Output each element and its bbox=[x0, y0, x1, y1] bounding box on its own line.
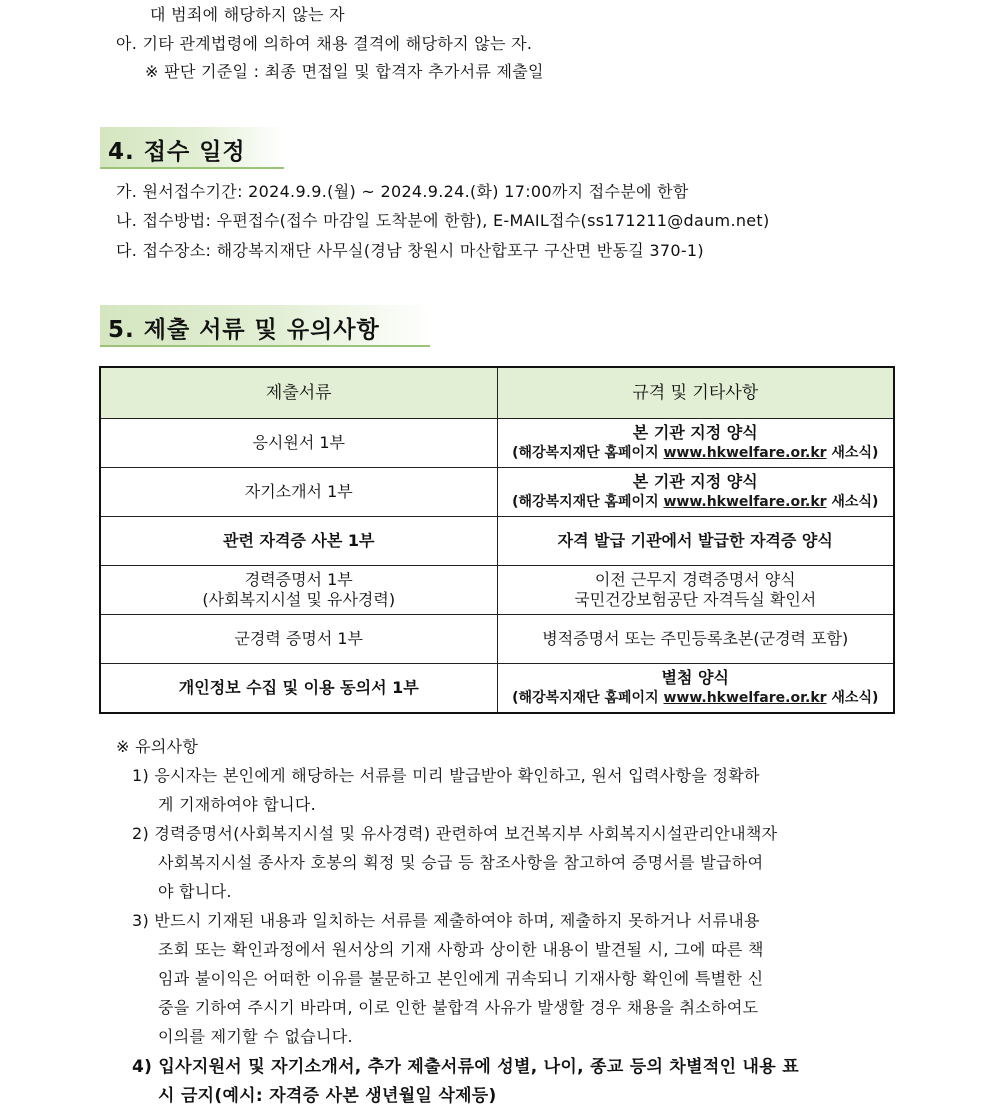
note-3-line-5: 이의를 제기할 수 없습니다. bbox=[158, 1027, 353, 1046]
documents-table bbox=[99, 366, 895, 714]
section-5-heading bbox=[100, 305, 430, 347]
note-1-line-1: 1) 응시자는 본인에게 해당하는 서류를 미리 발급받아 확인하고, 원서 입력사항을 정확하 bbox=[132, 766, 760, 785]
doc-cell: 자기소개서 1부 bbox=[100, 468, 497, 517]
schedule-item-location: 다. 접수장소: 해강복지재단 사무실(경남 창원시 마산합포구 구산면 반동길 370-1) bbox=[116, 241, 704, 260]
criteria-line-continued: 대 범죄에 해당하지 않는 자 bbox=[150, 5, 345, 24]
table-row bbox=[100, 664, 894, 714]
schedule-item-period: 가. 원서접수기간: 2024.9.9.(월) ~ 2024.9.24.(화) 17:00까지 접수분에 한함 bbox=[116, 182, 689, 201]
spec-main: 이전 근무지 경력증명서 양식 bbox=[594, 570, 796, 589]
doc-cell bbox=[100, 566, 497, 615]
spec-sub-prefix: (해강복지재단 홈페이지 bbox=[512, 690, 664, 706]
table-row bbox=[100, 468, 894, 517]
note-2-line-3: 야 합니다. bbox=[158, 882, 232, 901]
table-row bbox=[100, 566, 894, 615]
table-row bbox=[100, 615, 894, 664]
note-1-line-2: 게 기재하여야 합니다. bbox=[158, 795, 316, 814]
schedule-item-method: 나. 접수방법: 우편접수(접수 마감일 도착분에 한함), E-MAIL접수(ss171211@daum.net) bbox=[116, 211, 770, 230]
spec-main: 본 기관 지정 양식 bbox=[632, 472, 758, 491]
doc-cell: 군경력 증명서 1부 bbox=[100, 615, 497, 664]
note-3-line-1: 3) 반드시 기재된 내용과 일치하는 서류를 제출하여야 하며, 제출하지 못하거나 서류내용 bbox=[132, 911, 760, 930]
doc-cell: 관련 자격증 사본 1부 bbox=[100, 517, 497, 566]
note-2-line-1: 2) 경력증명서(사회복지시설 및 유사경력) 관련하여 보건복지부 사회복지시설관리안내책자 bbox=[132, 824, 778, 843]
spec-sub-suffix: 새소식) bbox=[826, 445, 879, 461]
spec-main: 별첨 양식 bbox=[661, 668, 729, 687]
spec-cell: 자격 발급 기관에서 발급한 자격증 양식 bbox=[497, 517, 894, 566]
criteria-item-a: 아. 기타 관계법령에 의하여 채용 결격에 해당하지 않는 자. bbox=[116, 34, 533, 53]
note-2-line-2: 사회복지시설 종사자 호봉의 획정 및 승급 등 참조사항을 참고하여 증명서를 발급하여 bbox=[158, 853, 764, 872]
table-header-row bbox=[100, 367, 894, 419]
table-row bbox=[100, 517, 894, 566]
spec-sub-suffix: 새소식) bbox=[826, 690, 879, 706]
section-5-title: 5. 제출 서류 및 유의사항 bbox=[108, 317, 380, 343]
doc-main: 경력증명서 1부 bbox=[244, 570, 353, 589]
note-3-line-2: 조회 또는 확인과정에서 원서상의 기재 사항과 상이한 내용이 발견될 시, 그에 따른 책 bbox=[158, 940, 764, 959]
homepage-link[interactable]: www.hkwelfare.or.kr bbox=[663, 690, 827, 706]
notes-title: ※ 유의사항 bbox=[116, 737, 199, 756]
spec-cell bbox=[497, 566, 894, 615]
table-row bbox=[100, 419, 894, 468]
doc-sub: (사회복지시설 및 유사경력) bbox=[202, 590, 396, 609]
note-3-line-3: 임과 불이익은 어떠한 이유를 불문하고 본인에게 귀속되니 기재사항 확인에 특별한 신 bbox=[158, 969, 764, 988]
spec-sub: 국민건강보험공단 자격득실 확인서 bbox=[574, 590, 817, 609]
homepage-link[interactable]: www.hkwelfare.or.kr bbox=[663, 494, 827, 510]
spec-sub-prefix: (해강복지재단 홈페이지 bbox=[512, 494, 664, 510]
header-specs: 규격 및 기타사항 bbox=[497, 367, 894, 419]
section-4-heading bbox=[100, 127, 284, 169]
criteria-reference-date: ※ 판단 기준일 : 최종 면접일 및 합격자 추가서류 제출일 bbox=[145, 62, 544, 81]
doc-cell: 개인정보 수집 및 이용 동의서 1부 bbox=[100, 664, 497, 714]
spec-sub bbox=[502, 492, 890, 512]
section-4-title: 4. 접수 일정 bbox=[108, 139, 246, 165]
note-4-line-2: 시 금지(예시: 자격증 사본 생년월일 삭제등) bbox=[158, 1086, 497, 1106]
doc-cell: 응시원서 1부 bbox=[100, 419, 497, 468]
spec-cell: 병적증명서 또는 주민등록초본(군경력 포함) bbox=[497, 615, 894, 664]
spec-sub bbox=[502, 443, 890, 463]
note-3-line-4: 중을 기하여 주시기 바라며, 이로 인한 불합격 사유가 발생할 경우 채용을 취소하여도 bbox=[158, 998, 759, 1017]
spec-cell bbox=[497, 468, 894, 517]
note-4-line-1: 4) 입사지원서 및 자기소개서, 추가 제출서류에 성별, 나이, 종교 등의 차별적인 내용 표 bbox=[132, 1057, 799, 1077]
spec-main: 본 기관 지정 양식 bbox=[632, 423, 758, 442]
spec-cell bbox=[497, 419, 894, 468]
homepage-link[interactable]: www.hkwelfare.or.kr bbox=[663, 445, 827, 461]
spec-sub-prefix: (해강복지재단 홈페이지 bbox=[512, 445, 664, 461]
header-documents: 제출서류 bbox=[100, 367, 497, 419]
spec-sub bbox=[502, 688, 890, 708]
spec-sub-suffix: 새소식) bbox=[826, 494, 879, 510]
spec-cell bbox=[497, 664, 894, 714]
